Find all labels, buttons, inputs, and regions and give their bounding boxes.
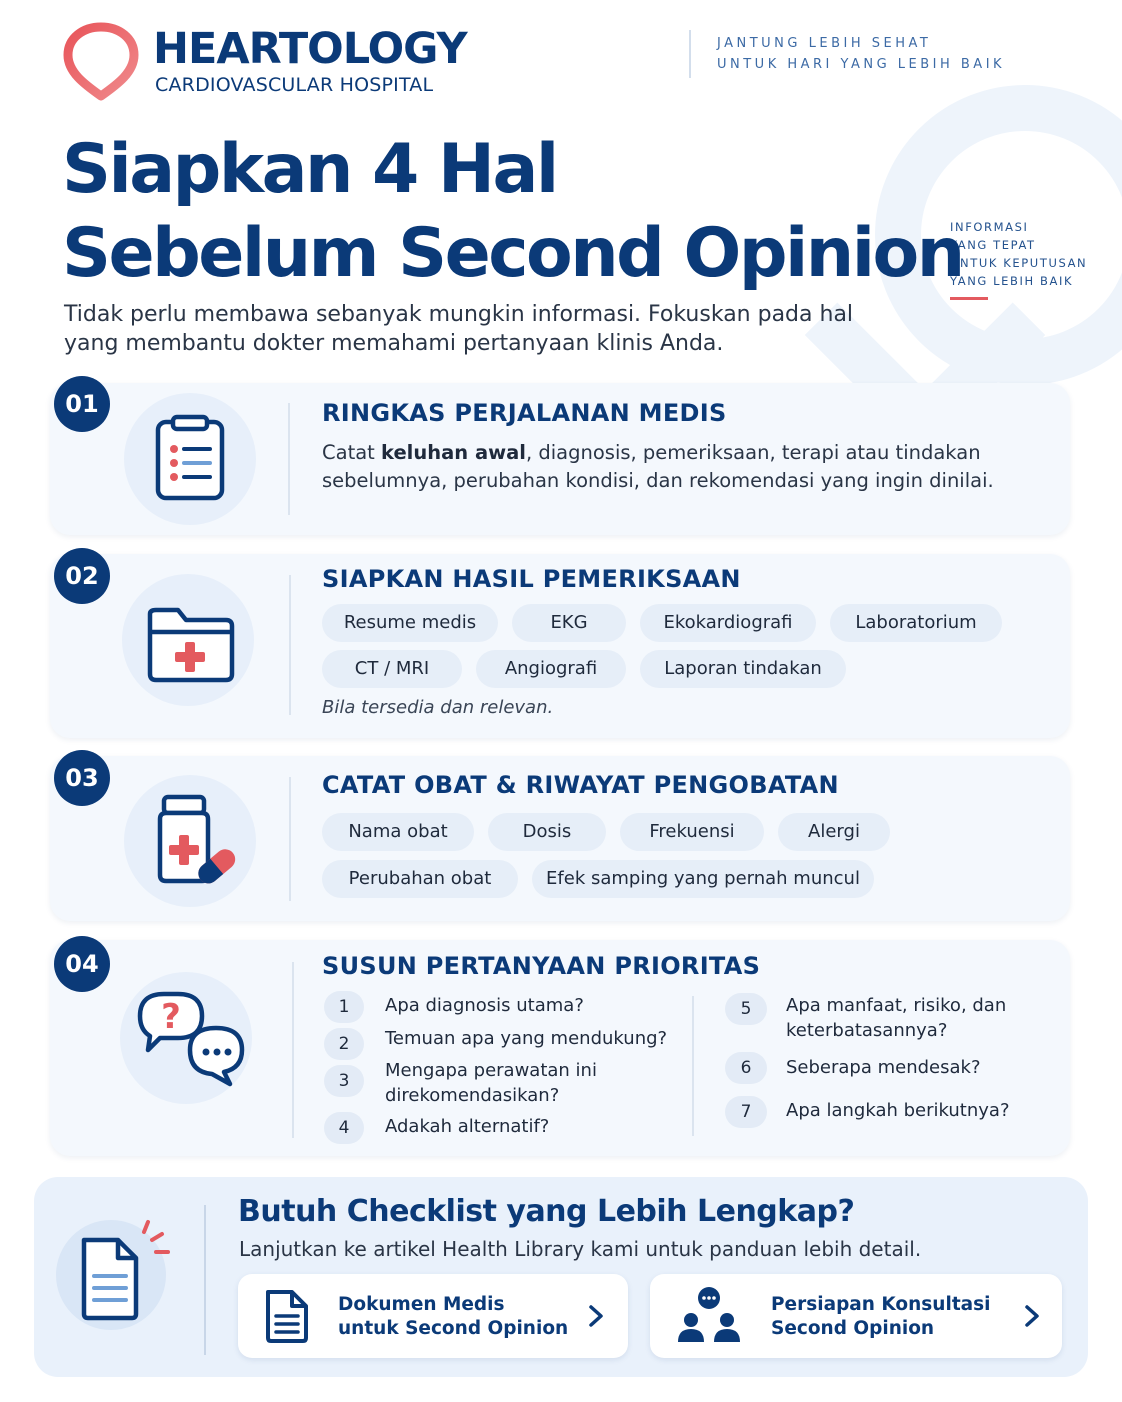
question-line: keterbatasannya? (786, 1020, 948, 1041)
question-number: 2 (324, 1028, 364, 1060)
brand-subtitle: CARDIOVASCULAR HOSPITAL (155, 74, 434, 96)
link-label (338, 1293, 568, 1341)
side-note-line: YANG TEPAT (950, 238, 1036, 252)
intro-text (64, 300, 894, 358)
checklist-icon (124, 393, 256, 525)
pill-tag: Alergi (778, 813, 890, 851)
step-note: Bila tersedia dan relevan. (322, 697, 554, 718)
card-divider (289, 575, 291, 715)
pill-tag: Frekuensi (620, 813, 764, 851)
pill-tag: Laporan tindakan (640, 650, 846, 688)
side-note-line: YANG LEBIH BAIK (950, 274, 1074, 288)
link-persiapan-konsultasi[interactable] (650, 1274, 1062, 1358)
page-title (62, 128, 963, 296)
question-line: Apa manfaat, risiko, dan (786, 995, 1007, 1016)
question-text: Apa diagnosis utama? (385, 995, 584, 1016)
step-title: SIAPKAN HASIL PEMERIKSAAN (322, 565, 741, 593)
step-text: sebelumnya, perubahan kondisi, dan rekomendasi yang ingin dinilai. (322, 469, 994, 492)
card-divider (288, 403, 290, 515)
step-description (322, 439, 1022, 495)
question-text: Temuan apa yang mendukung? (385, 1028, 668, 1049)
tagline-line: JANTUNG LEBIH SEHAT (717, 36, 932, 51)
question-text (385, 1058, 597, 1108)
chat-question-icon (120, 972, 252, 1104)
questions-column-divider (692, 996, 694, 1136)
consultation-icon (676, 1286, 742, 1346)
question-text: Adakah alternatif? (385, 1116, 550, 1137)
brand-name: HEARTOLOGY (153, 24, 467, 74)
step-text: Catat (322, 441, 382, 464)
question-line: Mengapa perawatan ini (385, 1060, 597, 1081)
step-text: , diagnosis, pemeriksaan, terapi atau tindakan (525, 441, 981, 464)
cta-title: Butuh Checklist yang Lebih Lengkap? (238, 1194, 855, 1229)
question-number: 5 (725, 993, 767, 1025)
side-note-line: INFORMASI (950, 220, 1029, 234)
heartology-logo-icon (62, 22, 140, 102)
question-line: direkomendasikan? (385, 1085, 560, 1106)
pill-tag: Ekokardiografi (640, 604, 816, 642)
title-line: Siapkan 4 Hal (62, 130, 557, 209)
intro-line: Tidak perlu membawa sebanyak mungkin informasi. Fokuskan pada hal (64, 302, 854, 327)
card-divider (289, 777, 291, 901)
pill-tag: Laboratorium (830, 604, 1002, 642)
cta-divider (204, 1205, 206, 1355)
link-label (771, 1293, 991, 1341)
question-number: 7 (725, 1096, 767, 1128)
svg-text:?: ? (161, 997, 181, 1037)
side-note-accent (950, 297, 988, 300)
step-number-badge: 01 (54, 376, 110, 432)
link-label-line: Second Opinion (771, 1318, 935, 1339)
medicine-bottle-icon (124, 775, 256, 907)
step-title: RINGKAS PERJALANAN MEDIS (322, 399, 727, 427)
pill-tag: Resume medis (322, 604, 498, 642)
pill-tag: CT / MRI (322, 650, 462, 688)
card-divider (292, 962, 294, 1138)
title-line: Sebelum Second Opinion (62, 214, 963, 293)
question-text: Seberapa mendesak? (786, 1057, 981, 1078)
link-dokumen-medis[interactable] (238, 1274, 628, 1358)
tagline (717, 33, 1005, 75)
question-text: Apa langkah berikutnya? (786, 1100, 1010, 1121)
link-label-line: Dokumen Medis (338, 1294, 505, 1315)
link-label-line: untuk Second Opinion (338, 1318, 569, 1339)
chevron-right-icon (1024, 1304, 1040, 1328)
pill-tag: Efek samping yang pernah muncul (532, 860, 874, 898)
question-number: 4 (324, 1112, 364, 1144)
question-text (786, 993, 1006, 1043)
side-note-line: UNTUK KEPUTUSAN (950, 256, 1088, 270)
document-alert-icon (56, 1220, 166, 1330)
question-number: 3 (324, 1065, 364, 1097)
step-number-badge: 04 (54, 936, 110, 992)
tagline-line: UNTUK HARI YANG LEBIH BAIK (717, 57, 1006, 72)
pill-tag: Dosis (488, 813, 606, 851)
pill-tag: EKG (512, 604, 626, 642)
step-title: CATAT OBAT & RIWAYAT PENGOBATAN (322, 771, 839, 799)
question-number: 1 (324, 991, 364, 1023)
pill-tag: Angiografi (476, 650, 626, 688)
header-divider (689, 30, 691, 78)
question-number: 6 (725, 1052, 767, 1084)
intro-line: yang membantu dokter memahami pertanyaan klinis Anda. (64, 331, 724, 356)
step-title: SUSUN PERTANYAAN PRIORITAS (322, 952, 761, 980)
link-label-line: Persiapan Konsultasi (771, 1294, 991, 1315)
pill-tag: Nama obat (322, 813, 474, 851)
chevron-right-icon (588, 1304, 604, 1328)
step-number-badge: 03 (54, 750, 110, 806)
pill-tag: Perubahan obat (322, 860, 518, 898)
step-number-badge: 02 (54, 548, 110, 604)
medical-folder-icon (122, 574, 254, 706)
side-note (950, 218, 1087, 290)
step-text-bold: keluhan awal (381, 441, 526, 464)
cta-subtitle: Lanjutkan ke artikel Health Library kami untuk panduan lebih detail. (239, 1237, 922, 1261)
document-icon (262, 1288, 312, 1344)
